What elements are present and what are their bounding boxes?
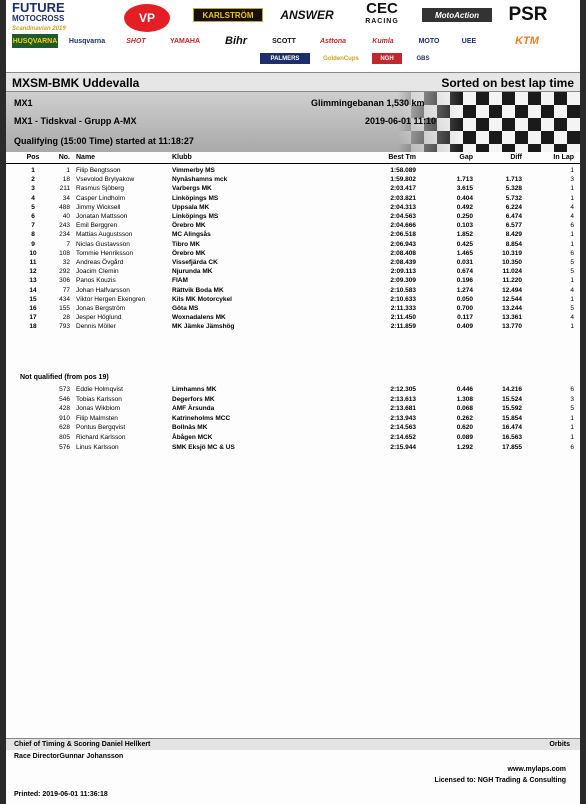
- table-row: [6, 230, 580, 239]
- table-row: [6, 313, 580, 322]
- cell-pos: 16: [29, 305, 37, 312]
- cell-pos: 3: [31, 185, 35, 193]
- chief-of-timing: Chief of Timing & Scoring Daniel Hellkert: [14, 741, 151, 748]
- cell-club: Uppsala MK: [172, 203, 210, 211]
- cell-inlap: 1: [570, 185, 574, 193]
- cell-no: 34: [62, 194, 70, 202]
- cell-pos: 14: [29, 286, 37, 294]
- col-diff: Diff: [510, 154, 522, 161]
- col-gap: Gap: [459, 154, 473, 161]
- cell-inlap: 6: [570, 386, 574, 393]
- cell-gap: 1.292: [456, 443, 473, 451]
- cell-best: 1:58.089: [390, 167, 416, 174]
- cell-best: 2:04.313: [390, 203, 416, 211]
- cell-best: 2:06.943: [390, 240, 416, 248]
- cell-inlap: 1: [570, 414, 574, 422]
- cec-racing-logo: CEC RACING: [365, 0, 399, 25]
- col-club: Klubb: [172, 154, 192, 161]
- cell-no: 211: [59, 185, 70, 193]
- cell-pos: 17: [29, 314, 37, 322]
- cell-club: Bollnäs MK: [172, 424, 208, 432]
- cell-inlap: 1: [570, 277, 574, 285]
- cell-club: AMF Ärsunda: [172, 405, 215, 413]
- cell-gap: 0.068: [456, 405, 473, 413]
- cell-pos: 12: [29, 268, 37, 276]
- venue-label: Glimmingebanan 1,530 km: [311, 98, 425, 108]
- cell-inlap: 1: [570, 240, 574, 248]
- cell-name: Mattias Augustsson: [76, 231, 133, 239]
- cell-no: 546: [59, 395, 70, 403]
- cell-gap: 0.674: [456, 268, 473, 276]
- cell-diff: 10.319: [502, 249, 522, 257]
- table-row: [6, 295, 580, 304]
- table-row: [6, 433, 580, 442]
- cell-diff: 12.494: [502, 286, 522, 294]
- cell-name: Viktor Hergen Ekengren: [76, 295, 146, 303]
- cell-name: Tommie Henriksson: [76, 249, 134, 257]
- cell-best: 2:13.613: [390, 395, 416, 403]
- col-no: No.: [58, 154, 70, 161]
- cell-best: 2:14.563: [390, 424, 416, 432]
- cell-gap: 0.250: [456, 213, 473, 220]
- cell-no: 573: [59, 386, 70, 393]
- cell-name: Pontus Bergqvist: [76, 424, 126, 432]
- cell-no: 292: [59, 268, 70, 276]
- cell-best: 2:14.652: [390, 434, 416, 441]
- cell-diff: 14.216: [502, 386, 522, 393]
- cell-pos: 9: [31, 240, 35, 248]
- table-row: [6, 385, 580, 394]
- sponsor-banner: [6, 0, 580, 70]
- cell-pos: 1: [31, 167, 35, 174]
- cell-club: Rättvik Boda MK: [172, 286, 224, 294]
- cell-no: 32: [62, 259, 70, 266]
- col-name: Name: [76, 154, 96, 161]
- sponsor-logo: Kumla: [372, 37, 394, 45]
- cell-name: Jonas Wikblom: [76, 405, 121, 413]
- cell-inlap: 1: [570, 323, 574, 331]
- sponsor-logo: Asttona: [319, 37, 347, 45]
- table-row: [6, 304, 580, 313]
- cell-best: 2:15.944: [390, 443, 416, 451]
- table-row: [6, 258, 580, 267]
- cell-club: Linköpings MS: [172, 194, 219, 202]
- class-label: MX1: [14, 98, 33, 108]
- table-row: [6, 194, 580, 203]
- cell-no: 910: [59, 414, 70, 422]
- cell-inlap: 5: [570, 268, 574, 276]
- cell-gap: 0.103: [456, 222, 473, 230]
- cell-pos: 13: [29, 277, 37, 285]
- sponsor-logo: MOTO: [418, 37, 440, 45]
- cell-diff: 11.220: [502, 277, 522, 285]
- sponsor-logo: NGH: [372, 53, 402, 64]
- cell-diff: 5.732: [505, 194, 522, 202]
- cell-gap: 0.050: [456, 295, 473, 303]
- cell-gap: 1.852: [456, 231, 473, 239]
- cell-no: 40: [62, 213, 70, 220]
- cell-diff: 13.770: [502, 323, 522, 331]
- cell-no: 28: [62, 314, 70, 322]
- cell-best: 2:11.859: [390, 323, 416, 331]
- session-date: 2019-06-01 11:10: [365, 116, 437, 126]
- cell-name: Jesper Höglund: [76, 314, 122, 322]
- session-label: MX1 - Tidskval - Grupp A-MX: [14, 116, 137, 126]
- cell-diff: 13.244: [502, 305, 522, 312]
- cell-gap: 1.308: [456, 395, 473, 403]
- not-qualified-title: Not qualified (from pos 19): [20, 374, 109, 381]
- cell-pos: 15: [29, 295, 37, 303]
- cell-gap: 3.615: [456, 185, 473, 193]
- cell-gap: 0.031: [456, 259, 473, 266]
- col-pos: Pos: [26, 154, 40, 161]
- cell-diff: 15.854: [502, 414, 522, 422]
- cell-best: 2:09.113: [390, 268, 416, 276]
- cell-inlap: 5: [570, 305, 574, 312]
- cell-name: Jonas Bergström: [76, 305, 126, 312]
- cell-gap: 0.409: [456, 323, 473, 331]
- table-row: [6, 212, 580, 221]
- cell-name: Niclas Gustavsson: [76, 240, 130, 248]
- cell-inlap: 6: [570, 249, 574, 257]
- session-info-bar: [6, 92, 580, 152]
- cell-gap: 0.262: [456, 414, 473, 422]
- cell-inlap: 3: [570, 176, 574, 184]
- table-row: [6, 184, 580, 193]
- cell-diff: 8.429: [505, 231, 522, 239]
- cell-diff: 16.474: [502, 424, 522, 432]
- cell-best: 2:10.583: [390, 286, 416, 294]
- cell-no: 628: [59, 424, 70, 432]
- cell-name: Panos Kouzis: [76, 277, 116, 285]
- sponsor-logo: UEE: [461, 37, 477, 45]
- cell-gap: 0.196: [456, 277, 473, 285]
- cell-name: Jimmy Wicksell: [76, 203, 121, 211]
- cell-club: Göta MS: [172, 305, 199, 312]
- cell-no: 7: [66, 240, 70, 248]
- cell-diff: 13.361: [502, 314, 522, 322]
- cell-no: 234: [59, 231, 70, 239]
- cell-club: Tibro MK: [172, 240, 201, 248]
- cell-best: 2:03.417: [390, 185, 416, 193]
- cell-name: Filip Bengtsson: [76, 167, 121, 174]
- sponsor-logo: Bihr: [225, 35, 247, 47]
- cell-gap: 0.425: [456, 240, 473, 248]
- cell-diff: 10.350: [502, 259, 522, 266]
- cell-name: Filip Malmsten: [76, 414, 118, 422]
- cell-inlap: 1: [570, 434, 574, 441]
- cell-name: Richard Karlsson: [76, 434, 126, 441]
- orbits-label: Orbits: [549, 741, 570, 748]
- cell-best: 2:10.633: [390, 295, 416, 303]
- cell-name: Eddie Holmqvist: [76, 386, 123, 393]
- sponsor-logo: GBS: [416, 55, 430, 62]
- cell-diff: 17.855: [502, 443, 522, 451]
- cell-diff: 11.024: [502, 268, 522, 276]
- cell-inlap: 1: [570, 424, 574, 432]
- cell-name: Jonatan Mattsson: [76, 213, 128, 220]
- cell-club: Katrineholms MCC: [172, 414, 231, 422]
- cell-pos: 6: [31, 213, 35, 220]
- cell-club: Degerfors MK: [172, 395, 215, 403]
- psr-logo: PSR: [508, 4, 548, 25]
- cell-pos: 2: [31, 176, 35, 184]
- cell-best: 2:03.821: [390, 194, 416, 202]
- cell-name: Vsevolod Brylyakow: [76, 176, 135, 184]
- table-row: [6, 276, 580, 285]
- cell-no: 805: [59, 434, 70, 441]
- col-inlap: In Lap: [553, 154, 574, 161]
- table-row: [6, 322, 580, 331]
- cell-name: Johan Halfvarsson: [76, 286, 130, 294]
- cell-name: Casper Lindholm: [76, 194, 126, 202]
- cell-best: 2:13.943: [390, 414, 416, 422]
- karlstrom-logo: KARLSTRÖM: [193, 8, 263, 22]
- sponsor-logo: PALMERS: [260, 53, 310, 64]
- cell-gap: 1.713: [456, 176, 473, 184]
- cell-best: 2:08.408: [390, 249, 416, 257]
- cell-name: Dennis Möller: [76, 323, 116, 331]
- cell-club: Linköpings MS: [172, 213, 219, 220]
- race-director: Race DirectorGunnar Johansson: [14, 753, 124, 760]
- cell-pos: 11: [29, 259, 37, 266]
- cell-no: 243: [59, 222, 70, 230]
- cell-best: 2:04.666: [390, 222, 416, 230]
- cell-diff: 8.854: [505, 240, 522, 248]
- cell-club: Nynäshamns mck: [172, 176, 228, 184]
- table-row: [6, 423, 580, 432]
- event-title: MXSM-BMK Uddevalla: [12, 76, 140, 90]
- answer-logo: ANSWER: [272, 7, 342, 23]
- cell-name: Joacim Clemin: [76, 268, 119, 276]
- cell-diff: 6.224: [505, 203, 522, 211]
- motoaction-logo: MotoAction: [422, 8, 492, 22]
- cell-no: 77: [62, 286, 70, 294]
- cell-gap: 0.700: [456, 305, 473, 312]
- cell-club: Njurunda MK: [172, 268, 213, 276]
- cell-diff: 16.563: [502, 434, 522, 441]
- cell-no: 488: [59, 203, 70, 211]
- sponsor-logo: KTM: [515, 35, 539, 47]
- mylaps-url: www.mylaps.com: [507, 766, 566, 773]
- cell-no: 793: [59, 323, 70, 331]
- table-header: [6, 152, 580, 164]
- vp-logo: VP: [124, 4, 170, 32]
- cell-best: 2:04.563: [390, 213, 416, 220]
- cell-best: 2:13.681: [390, 405, 416, 413]
- table-row: [6, 175, 580, 184]
- cell-diff: 6.577: [505, 222, 522, 230]
- table-row: [6, 286, 580, 295]
- cell-no: 18: [62, 176, 70, 184]
- cell-pos: 7: [31, 222, 35, 230]
- cell-inlap: 4: [570, 314, 574, 322]
- sponsor-logo: Husqvarna: [68, 37, 106, 45]
- license-info: Licensed to: NGH Trading & Consulting: [434, 777, 566, 784]
- cell-club: FIAM: [172, 277, 188, 285]
- cell-name: Emil Berggren: [76, 222, 118, 230]
- future-motocross-logo: FUTURE MOTOCROSS Scandinavian 2019: [12, 3, 120, 33]
- cell-diff: 6.474: [505, 213, 522, 220]
- col-best: Best Tm: [388, 154, 416, 161]
- cell-inlap: 5: [570, 405, 574, 413]
- cell-gap: 1.274: [456, 286, 473, 294]
- cell-inlap: 4: [570, 286, 574, 294]
- cell-best: 2:06.518: [390, 231, 416, 239]
- cell-best: 2:11.450: [390, 314, 416, 322]
- cell-gap: 0.117: [457, 314, 473, 322]
- cell-no: 434: [59, 295, 70, 303]
- cell-inlap: 1: [570, 167, 574, 174]
- event-title-bar: [6, 72, 580, 92]
- cell-club: MC Alingsås: [172, 231, 211, 239]
- cell-diff: 15.592: [502, 405, 522, 413]
- table-row: [6, 395, 580, 404]
- cell-club: Varbergs MK: [172, 185, 212, 193]
- table-row: [6, 267, 580, 276]
- sponsor-logo: SHOT: [126, 37, 146, 45]
- results-page: [6, 0, 580, 804]
- cell-name: Rasmus Sjöberg: [76, 185, 125, 193]
- cell-no: 1: [66, 167, 70, 174]
- cell-inlap: 1: [570, 194, 574, 202]
- cell-no: 576: [59, 443, 70, 451]
- cell-club: Åbågen MCK: [172, 434, 213, 441]
- cell-pos: 5: [31, 203, 35, 211]
- table-row: [6, 221, 580, 230]
- cell-no: 306: [59, 277, 70, 285]
- cell-diff: 15.524: [502, 395, 522, 403]
- cell-diff: 5.328: [505, 185, 522, 193]
- printed-timestamp: Printed: 2019-06-01 11:36:18: [14, 791, 108, 798]
- table-row: [6, 240, 580, 249]
- cell-club: Kils MK Motorcykel: [172, 295, 232, 303]
- sponsor-logo: SCOTT: [272, 37, 296, 45]
- cell-name: Linus Karlsson: [76, 443, 119, 451]
- cell-no: 108: [59, 249, 70, 257]
- cell-best: 2:12.305: [390, 386, 416, 393]
- cell-gap: 0.404: [456, 194, 473, 202]
- sponsor-logo: YAMAHA: [169, 37, 201, 45]
- cell-pos: 8: [31, 231, 35, 239]
- cell-club: Örebro MK: [172, 222, 206, 230]
- cell-name: Tobias Karlsson: [76, 395, 122, 403]
- cell-best: 1:59.802: [390, 176, 416, 184]
- footer-bar: [6, 738, 580, 750]
- cell-inlap: 4: [570, 213, 574, 220]
- table-row: [6, 203, 580, 212]
- table-row: [6, 443, 580, 452]
- cell-pos: 10: [29, 249, 37, 257]
- cell-name: Andreas Övgård: [76, 259, 124, 266]
- sponsor-logo: GoldenCups: [323, 55, 359, 62]
- cell-best: 2:08.439: [390, 259, 416, 266]
- cell-no: 155: [59, 305, 70, 312]
- qualifying-info: Qualifying (15:00 Time) started at 11:18:27: [14, 136, 194, 146]
- cell-club: Woxnadalens MK: [172, 314, 226, 322]
- cell-inlap: 1: [570, 231, 574, 239]
- cell-best: 2:09.309: [390, 277, 416, 285]
- cell-gap: 0.492: [456, 203, 473, 211]
- cell-gap: 0.620: [456, 424, 473, 432]
- cell-club: Vissefjärda CK: [172, 259, 218, 266]
- table-row: [6, 249, 580, 258]
- cell-club: Vimmerby MS: [172, 167, 215, 174]
- sort-label: Sorted on best lap time: [441, 76, 574, 90]
- cell-best: 2:11.333: [390, 305, 416, 312]
- cell-no: 428: [59, 405, 70, 413]
- cell-club: SMK Eksjö MC & US: [172, 443, 235, 451]
- cell-club: Limhamns MK: [172, 386, 217, 393]
- table-row: [6, 166, 580, 175]
- cell-gap: 1.465: [456, 249, 473, 257]
- cell-inlap: 1: [570, 295, 574, 303]
- sponsor-logo: HUSQVARNA: [12, 34, 58, 48]
- table-row: [6, 404, 580, 413]
- cell-club: Örebro MK: [172, 249, 206, 257]
- cell-diff: 1.713: [505, 176, 522, 184]
- cell-inlap: 3: [570, 395, 574, 403]
- cell-pos: 18: [29, 323, 37, 331]
- cell-gap: 0.446: [456, 386, 473, 393]
- cell-inlap: 6: [570, 443, 574, 451]
- cell-inlap: 5: [570, 259, 574, 266]
- cell-inlap: 6: [570, 222, 574, 230]
- cell-inlap: 4: [570, 203, 574, 211]
- table-row: [6, 414, 580, 423]
- cell-club: MK Jämke Jämshög: [172, 323, 235, 331]
- cell-pos: 4: [31, 194, 35, 202]
- cell-gap: 0.089: [456, 434, 473, 441]
- cell-diff: 12.544: [502, 295, 522, 303]
